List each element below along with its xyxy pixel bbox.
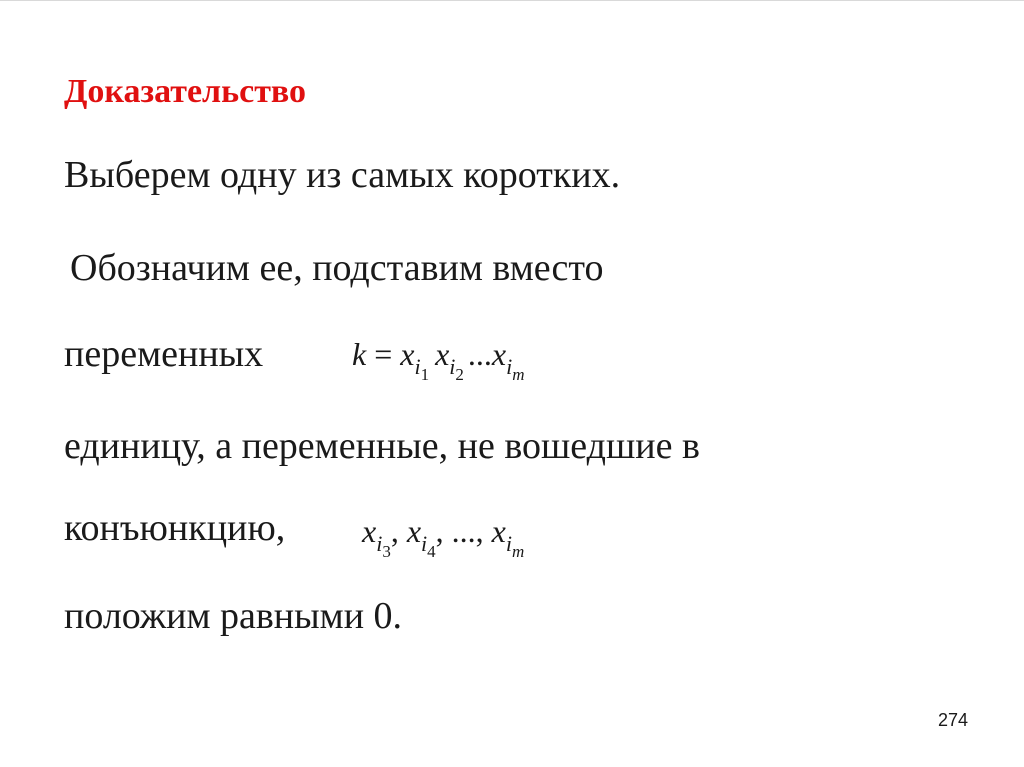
formula-idx: i — [449, 354, 456, 379]
formula-var: x — [435, 336, 450, 372]
text-line-5: конъюнкцию, — [64, 507, 286, 549]
formula-var: x — [362, 513, 377, 549]
page-number: 274 — [937, 710, 968, 730]
slide-title: Доказательство — [64, 73, 307, 110]
formula-sub: 1 — [420, 365, 430, 384]
conjunction-formula — [352, 336, 525, 384]
formula-idx: i — [506, 354, 513, 379]
formula-sub: 3 — [382, 542, 391, 561]
formula-equals: = — [366, 336, 401, 372]
formula-sub: m — [511, 542, 525, 561]
formula-sub: m — [512, 365, 525, 384]
formula-idx: i — [421, 531, 428, 556]
formula-var: x — [406, 513, 422, 549]
formula-sep: , — [435, 513, 452, 549]
formula-k: k — [352, 336, 367, 372]
text-line-2: Обозначим ее, подставим вместо — [70, 247, 604, 289]
excluded-variables-formula — [362, 513, 525, 561]
formula-sub: 2 — [455, 365, 464, 384]
formula-sub: 4 — [427, 542, 436, 561]
formula-ellipsis: ... — [467, 336, 492, 372]
text-line-1: Выберем одну из самых коротких. — [64, 154, 621, 196]
formula-idx: i — [376, 531, 383, 556]
formula-sep: , — [475, 513, 492, 549]
formula-sep: , — [390, 513, 407, 549]
text-line-6: положим равными 0. — [64, 595, 403, 637]
formula-var: x — [400, 336, 415, 372]
text-line-4: единицу, а переменные, не вошедшие в — [64, 425, 700, 467]
formula-ellipsis: ... — [451, 513, 476, 549]
formula-idx: i — [505, 531, 512, 556]
formula-var: x — [491, 513, 506, 549]
formula-var: x — [491, 336, 507, 372]
formula-idx: i — [414, 354, 421, 379]
text-line-3: переменных — [64, 333, 264, 375]
